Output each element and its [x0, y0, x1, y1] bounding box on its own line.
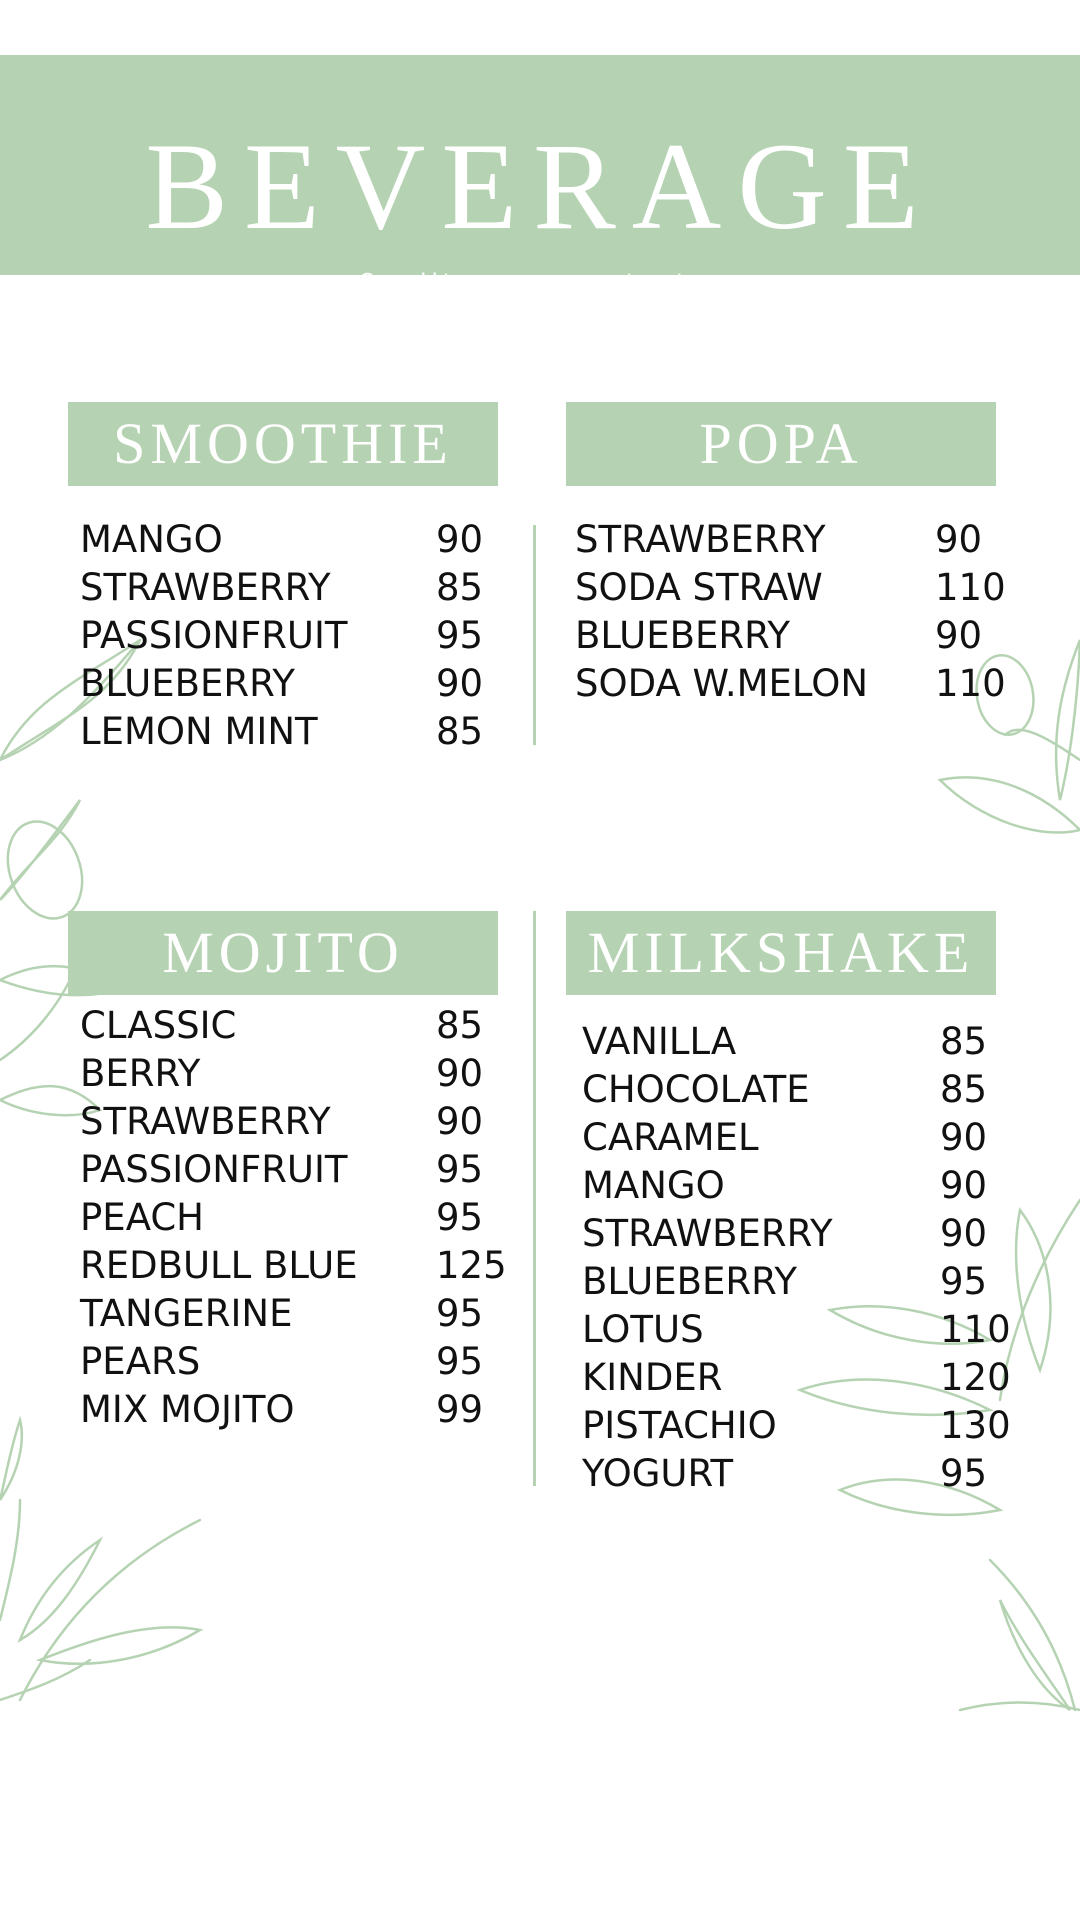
- item-price: 95: [436, 1340, 484, 1383]
- milkshake-item-list: [570, 1018, 1010, 1498]
- item-price: 110: [940, 1308, 1011, 1351]
- menu-item: [68, 1194, 498, 1242]
- menu-item: [68, 516, 498, 564]
- menu-tagline: Quality you can taste.: [358, 270, 722, 296]
- item-price: 95: [436, 1292, 484, 1335]
- menu-item: [68, 1290, 498, 1338]
- item-price: 110: [935, 566, 1006, 609]
- menu-item: [563, 516, 993, 564]
- item-name: STRAWBERRY: [582, 1212, 833, 1255]
- item-name: KINDER: [582, 1356, 723, 1399]
- item-price: 95: [940, 1452, 988, 1495]
- column-divider-top: [533, 525, 536, 745]
- item-price: 125: [436, 1244, 507, 1287]
- item-name: STRAWBERRY: [80, 566, 331, 609]
- menu-item: [563, 564, 1006, 612]
- item-name: MANGO: [582, 1164, 725, 1207]
- item-price: 90: [935, 518, 983, 561]
- popa-section: [566, 402, 996, 486]
- item-price: 90: [940, 1116, 988, 1159]
- item-name: PISTACHIO: [582, 1404, 777, 1447]
- section-header: [68, 911, 498, 995]
- menu-item: [570, 1258, 1010, 1306]
- item-price: 85: [436, 566, 484, 609]
- item-price: 130: [940, 1404, 1011, 1447]
- item-price: 95: [436, 1196, 484, 1239]
- item-price: 85: [940, 1068, 988, 1111]
- menu-item: [68, 1050, 498, 1098]
- item-price: 90: [940, 1164, 988, 1207]
- menu-item: [68, 1386, 498, 1434]
- menu-item: [570, 1210, 1010, 1258]
- menu-item: [68, 1242, 507, 1290]
- header-banner: [0, 55, 1080, 296]
- menu-item: [68, 708, 498, 756]
- column-divider-bottom: [533, 911, 536, 1486]
- section-header: [566, 911, 996, 995]
- item-name: MANGO: [80, 518, 223, 561]
- item-name: PASSIONFRUIT: [80, 614, 348, 657]
- menu-item: [68, 660, 498, 708]
- item-name: BLUEBERRY: [582, 1260, 798, 1303]
- item-price: 99: [436, 1388, 484, 1431]
- section-title: SMOOTHIE: [113, 411, 453, 476]
- item-price: 95: [436, 1148, 484, 1191]
- item-price: 120: [940, 1356, 1011, 1399]
- item-name: BLUEBERRY: [80, 662, 296, 705]
- item-price: 110: [935, 662, 1006, 705]
- item-name: SODA W.MELON: [575, 662, 869, 705]
- item-price: 85: [940, 1020, 988, 1063]
- menu-item: [68, 1098, 498, 1146]
- milkshake-section: [566, 911, 996, 995]
- item-price: 85: [436, 710, 484, 753]
- item-price: 95: [940, 1260, 988, 1303]
- section-header: [566, 402, 996, 486]
- item-name: STRAWBERRY: [80, 1100, 331, 1143]
- item-price: 90: [436, 1052, 484, 1095]
- item-price: 95: [436, 614, 484, 657]
- item-price: 90: [935, 614, 983, 657]
- menu-item: [68, 1338, 498, 1386]
- item-name: TANGERINE: [80, 1292, 293, 1335]
- item-name: PEACH: [80, 1196, 205, 1239]
- section-header: [68, 402, 498, 486]
- item-name: SODA STRAW: [575, 566, 823, 609]
- menu-title: BEVERAGE: [145, 118, 935, 255]
- section-title: MOJITO: [162, 920, 404, 985]
- item-name: VANILLA: [582, 1020, 737, 1063]
- menu-item: [570, 1354, 1010, 1402]
- item-name: LOTUS: [582, 1308, 704, 1351]
- menu-item: [570, 1066, 1010, 1114]
- popa-item-list: [563, 516, 1006, 708]
- menu-item: [68, 564, 498, 612]
- menu-item: [570, 1114, 1010, 1162]
- menu-item: [570, 1018, 1010, 1066]
- menu-item: [563, 612, 993, 660]
- item-name: CARAMEL: [582, 1116, 759, 1159]
- menu-item: [570, 1402, 1010, 1450]
- item-price: 85: [436, 1004, 484, 1047]
- menu-item: [570, 1450, 1010, 1498]
- menu-item: [68, 1002, 498, 1050]
- item-price: 90: [940, 1212, 988, 1255]
- item-name: PEARS: [80, 1340, 201, 1383]
- item-price: 90: [436, 662, 484, 705]
- menu-item: [570, 1306, 1010, 1354]
- item-name: CHOCOLATE: [582, 1068, 810, 1111]
- menu-item: [68, 612, 498, 660]
- item-name: PASSIONFRUIT: [80, 1148, 348, 1191]
- menu-item: [563, 660, 1006, 708]
- section-title: POPA: [699, 411, 863, 476]
- item-name: STRAWBERRY: [575, 518, 826, 561]
- item-name: REDBULL BLUE: [80, 1244, 358, 1287]
- menu-item: [570, 1162, 1010, 1210]
- section-title: MILKSHAKE: [587, 920, 975, 985]
- item-name: YOGURT: [582, 1452, 734, 1495]
- item-price: 90: [436, 1100, 484, 1143]
- item-price: 90: [436, 518, 484, 561]
- smoothie-item-list: [68, 516, 498, 756]
- menu-item: [68, 1146, 498, 1194]
- item-name: CLASSIC: [80, 1004, 237, 1047]
- item-name: MIX MOJITO: [80, 1388, 295, 1431]
- mojito-item-list: [68, 1002, 507, 1434]
- item-name: BLUEBERRY: [575, 614, 791, 657]
- item-name: BERRY: [80, 1052, 201, 1095]
- item-name: LEMON MINT: [80, 710, 318, 753]
- mojito-section: [68, 911, 498, 995]
